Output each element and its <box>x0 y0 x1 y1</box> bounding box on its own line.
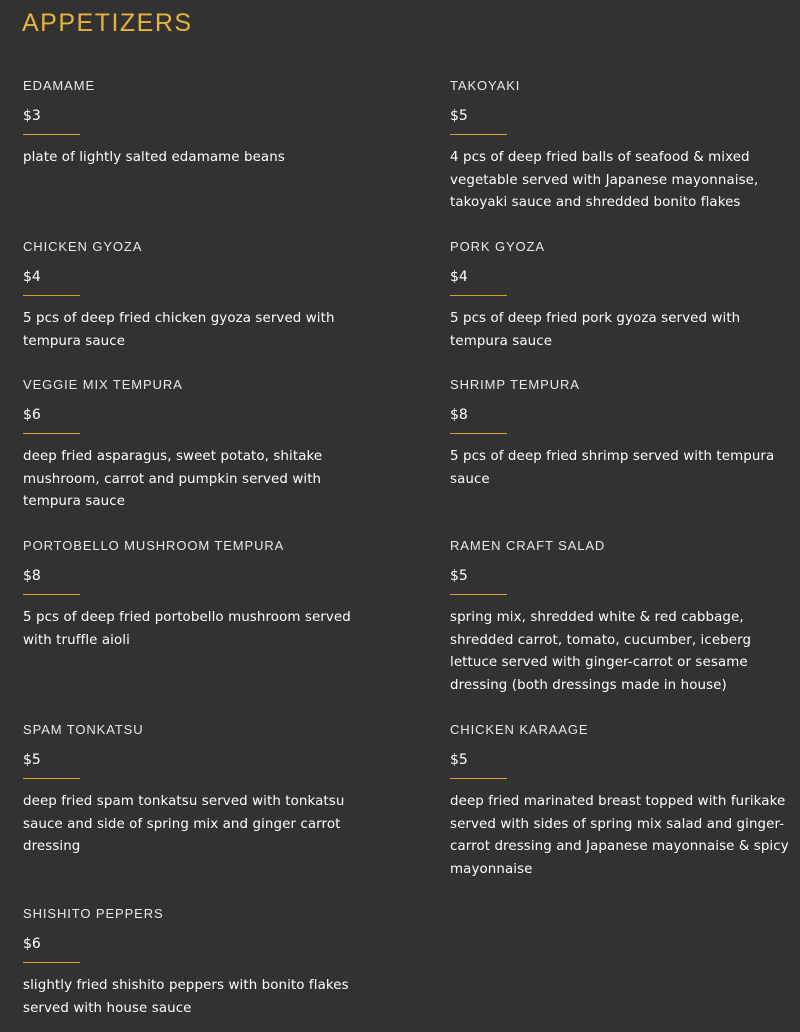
menu-item-takoyaki <box>450 77 800 215</box>
item-name: CHICKEN GYOZA <box>23 239 143 254</box>
item-description: slightly fried shishito peppers with bonito flakes served with house sauce <box>23 978 349 1016</box>
item-price: $8 <box>23 568 41 584</box>
menu-item-pork-gyoza <box>450 238 800 353</box>
item-price: $5 <box>450 752 468 768</box>
item-divider <box>450 134 507 135</box>
item-name: PORTOBELLO MUSHROOM TEMPURA <box>23 538 285 553</box>
item-divider <box>23 594 80 595</box>
item-divider <box>450 433 507 434</box>
item-name: PORK GYOZA <box>450 239 545 254</box>
item-description: plate of lightly salted edamame beans <box>23 150 285 165</box>
item-name: SHISHITO PEPPERS <box>23 906 164 921</box>
item-name: TAKOYAKI <box>450 78 521 93</box>
item-price: $5 <box>23 752 41 768</box>
item-divider <box>23 134 80 135</box>
item-name: SPAM TONKATSU <box>23 722 144 737</box>
item-description: deep fried marinated breast topped with furikake served with sides of spring mix salad and ginger-carrot dressing and Japanese mayonnaise & spicy mayonnaise <box>450 794 789 877</box>
menu-item-spam-tonkatsu <box>23 721 368 859</box>
item-description: deep fried asparagus, sweet potato, shitake mushroom, carrot and pumpkin served with tempura sauce <box>23 449 323 510</box>
item-divider <box>450 295 507 296</box>
item-name: RAMEN CRAFT SALAD <box>450 538 606 553</box>
item-divider <box>450 778 507 779</box>
item-name: VEGGIE MIX TEMPURA <box>23 377 183 392</box>
menu-item-edamame <box>23 77 368 170</box>
item-price: $6 <box>23 407 41 423</box>
item-price: $8 <box>450 407 468 423</box>
item-description: spring mix, shredded white & red cabbage, shredded carrot, tomato, cucumber, iceberg lettuce served with ginger-carrot or sesame dressing (both dressings made in house) <box>450 610 752 693</box>
menu-item-chicken-gyoza <box>23 238 368 353</box>
item-divider <box>23 778 80 779</box>
section-title: APPETIZERS <box>22 9 193 37</box>
item-price: $5 <box>450 108 468 124</box>
item-name: SHRIMP TEMPURA <box>450 377 580 392</box>
menu-item-shishito-peppers <box>23 905 368 1020</box>
menu-item-shrimp-tempura <box>450 376 800 491</box>
item-price: $6 <box>23 936 41 952</box>
item-description: 4 pcs of deep fried balls of seafood & mixed vegetable served with Japanese mayonnaise, takoyaki sauce and shredded bonito flakes <box>450 150 759 211</box>
item-divider <box>23 433 80 434</box>
item-price: $4 <box>450 269 468 285</box>
item-divider <box>23 295 80 296</box>
item-divider <box>450 594 507 595</box>
menu-item-portobello-mushroom-tempura <box>23 537 368 652</box>
item-description: 5 pcs of deep fried portobello mushroom served with truffle aioli <box>23 610 351 648</box>
menu-item-chicken-karaage <box>450 721 800 881</box>
item-description: 5 pcs of deep fried shrimp served with tempura sauce <box>450 449 775 487</box>
item-description: 5 pcs of deep fried chicken gyoza served with tempura sauce <box>23 311 335 349</box>
item-price: $3 <box>23 108 41 124</box>
item-description: 5 pcs of deep fried pork gyoza served with tempura sauce <box>450 311 741 349</box>
item-name: EDAMAME <box>23 78 96 93</box>
item-divider <box>23 962 80 963</box>
item-name: CHICKEN KARAAGE <box>450 722 589 737</box>
menu-item-ramen-craft-salad <box>450 537 800 697</box>
item-price: $5 <box>450 568 468 584</box>
item-price: $4 <box>23 269 41 285</box>
menu-item-veggie-mix-tempura <box>23 376 368 514</box>
item-description: deep fried spam tonkatsu served with tonkatsu sauce and side of spring mix and ginger carrot dressing <box>23 794 345 855</box>
